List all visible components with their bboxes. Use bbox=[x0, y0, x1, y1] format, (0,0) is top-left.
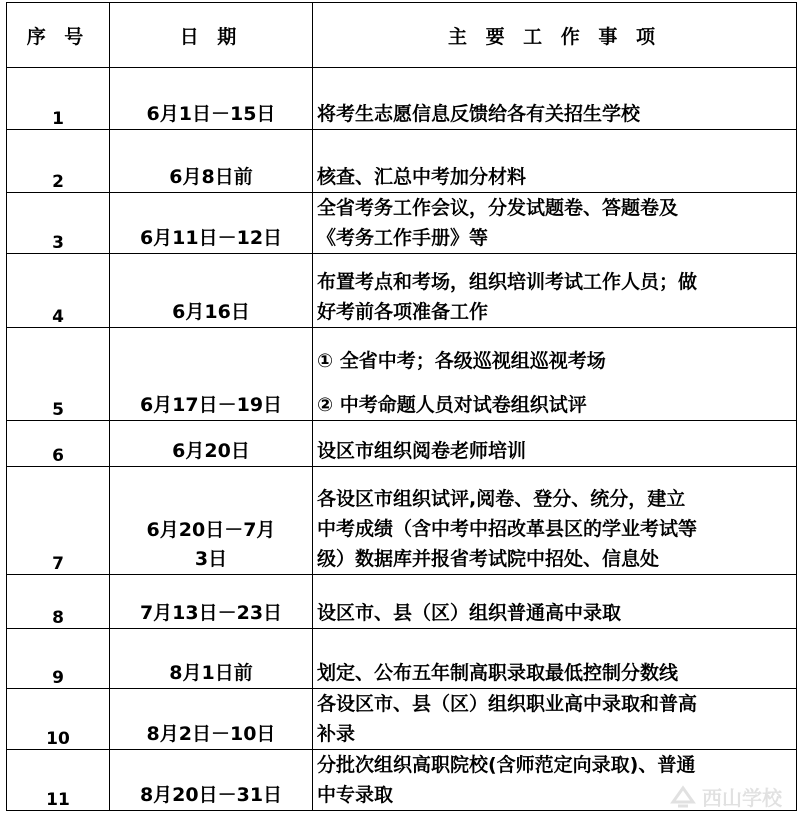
header-seq: 序 号 bbox=[7, 3, 110, 68]
row-number: 2 bbox=[7, 130, 110, 193]
watermark-text: 西山学校 bbox=[702, 786, 782, 810]
row-date bbox=[110, 130, 313, 193]
row-task bbox=[313, 328, 797, 421]
task-line: ② 中考命题人员对试卷组织试评 bbox=[317, 394, 587, 416]
row-task bbox=[313, 629, 797, 689]
table-row bbox=[7, 254, 797, 328]
task-line: 设区市、县（区）组织普通高中录取 bbox=[317, 602, 622, 624]
header-row bbox=[7, 3, 797, 68]
row-date bbox=[110, 689, 313, 750]
date-line: 6月8日前 bbox=[169, 166, 253, 188]
row-task bbox=[313, 467, 797, 575]
row-date bbox=[110, 328, 313, 421]
date-line: 6月20日－7月 bbox=[146, 519, 276, 541]
row-task bbox=[313, 68, 797, 130]
table-row bbox=[7, 689, 797, 750]
header-task: 主 要 工 作 事 项 bbox=[313, 3, 797, 68]
task-line: 设区市组织阅卷老师培训 bbox=[317, 440, 527, 462]
date-line: 6月17日－19日 bbox=[139, 394, 283, 416]
task-line: 级）数据库并报省考试院中招处、信息处 bbox=[317, 548, 660, 570]
row-task bbox=[313, 193, 797, 254]
table-row bbox=[7, 130, 797, 193]
row-date bbox=[110, 629, 313, 689]
row-number: 8 bbox=[7, 575, 110, 629]
date-line: 6月11日－12日 bbox=[139, 227, 283, 249]
row-date bbox=[110, 575, 313, 629]
header-date: 日 期 bbox=[110, 3, 313, 68]
row-number: 3 bbox=[7, 193, 110, 254]
table-row bbox=[7, 629, 797, 689]
task-line: 全省考务工作会议，分发试题卷、答题卷及 bbox=[317, 197, 679, 219]
task-line: 核查、汇总中考加分材料 bbox=[317, 166, 527, 188]
table-row bbox=[7, 68, 797, 130]
row-date bbox=[110, 421, 313, 467]
row-date bbox=[110, 254, 313, 328]
school-logo-icon bbox=[670, 784, 696, 810]
row-number: 10 bbox=[7, 689, 110, 750]
date-line: 8月20日－31日 bbox=[139, 784, 283, 806]
row-task bbox=[313, 130, 797, 193]
school-watermark bbox=[670, 782, 782, 811]
task-line: 中考成绩（含中考中招改革县区的学业考试等 bbox=[317, 518, 698, 540]
row-number: 7 bbox=[7, 467, 110, 575]
row-number: 1 bbox=[7, 68, 110, 130]
date-line: 6月20日 bbox=[172, 440, 250, 462]
date-line: 6月1日－15日 bbox=[146, 103, 276, 125]
row-date bbox=[110, 68, 313, 130]
date-line: 7月13日－23日 bbox=[139, 602, 283, 624]
task-line: 布置考点和考场，组织培训考试工作人员；做 bbox=[317, 271, 698, 293]
task-line: 中专录取 bbox=[317, 784, 394, 806]
table-row bbox=[7, 328, 797, 421]
row-number: 5 bbox=[7, 328, 110, 421]
task-line: 《考务工作手册》等 bbox=[317, 227, 489, 249]
task-line: 各设区市组织试评,阅卷、登分、统分，建立 bbox=[317, 488, 686, 510]
row-task bbox=[313, 575, 797, 629]
task-line: ① 全省中考；各级巡视组巡视考场 bbox=[317, 350, 606, 372]
row-date bbox=[110, 193, 313, 254]
task-line: 分批次组织高职院校(含师范定向录取)、普通 bbox=[317, 754, 696, 776]
row-task bbox=[313, 689, 797, 750]
date-line: 3日 bbox=[194, 548, 228, 570]
table-row bbox=[7, 421, 797, 467]
task-line: 各设区市、县（区）组织职业高中录取和普高 bbox=[317, 693, 698, 715]
table-row bbox=[7, 575, 797, 629]
row-number: 6 bbox=[7, 421, 110, 467]
table-row bbox=[7, 193, 797, 254]
table-row bbox=[7, 467, 797, 575]
row-number: 4 bbox=[7, 254, 110, 328]
work-schedule-table bbox=[6, 2, 797, 811]
date-line: 6月16日 bbox=[172, 301, 250, 323]
row-task bbox=[313, 254, 797, 328]
task-line: 划定、公布五年制高职录取最低控制分数线 bbox=[317, 662, 679, 684]
row-date bbox=[110, 467, 313, 575]
task-line: 补录 bbox=[317, 723, 356, 745]
date-line: 8月1日前 bbox=[169, 662, 253, 684]
task-line: 好考前各项准备工作 bbox=[317, 301, 489, 323]
row-number: 9 bbox=[7, 629, 110, 689]
row-task bbox=[313, 421, 797, 467]
row-date bbox=[110, 750, 313, 811]
date-line: 8月2日－10日 bbox=[146, 723, 276, 745]
row-number: 11 bbox=[7, 750, 110, 811]
task-line: 将考生志愿信息反馈给各有关招生学校 bbox=[317, 103, 641, 125]
